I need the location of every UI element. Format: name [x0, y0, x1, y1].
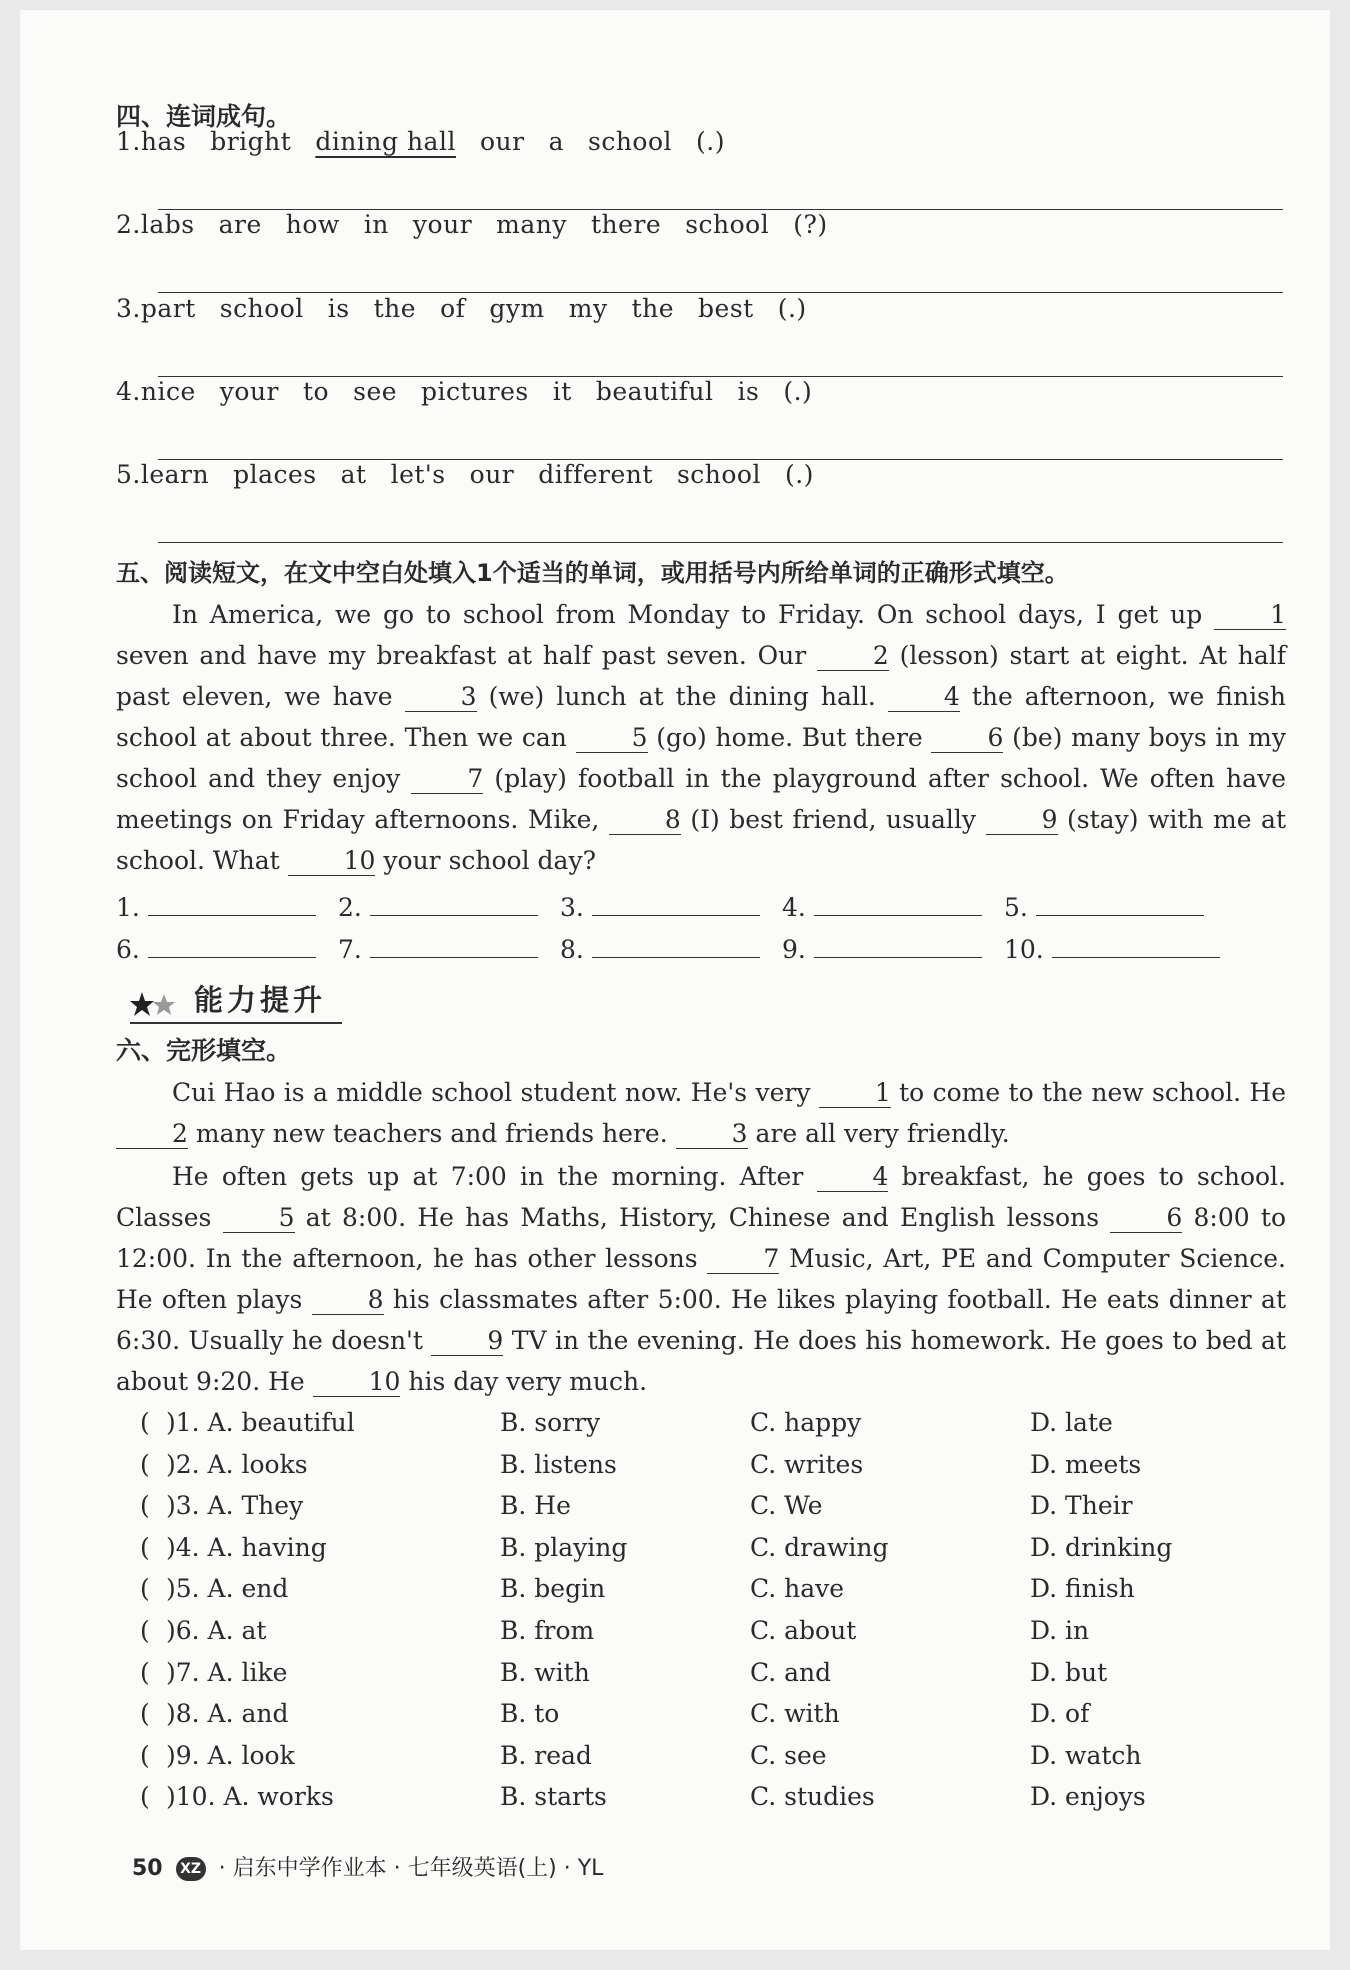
- cloze-blank[interactable]: 6: [1110, 1204, 1182, 1233]
- option-row: [116, 1568, 1286, 1609]
- cloze-blank[interactable]: 3: [676, 1120, 748, 1149]
- answer-slot[interactable]: 8.: [560, 929, 760, 970]
- answer-bracket[interactable]: (: [140, 1740, 150, 1770]
- scrambled-word: (.): [784, 460, 814, 489]
- option-choice: )3. A. They: [166, 1491, 304, 1521]
- scrambled-word: school: [685, 210, 770, 239]
- scrambled-word: at: [340, 460, 367, 489]
- passage-text: He often gets up at 7:00 in the morning. After: [172, 1162, 804, 1191]
- option-choice: C. happy: [750, 1408, 862, 1437]
- passage-text: (play) football in the playground after school. We often have meetings on Friday afternoons. Mike,: [116, 764, 1286, 834]
- scrambled-word: learn: [140, 460, 210, 489]
- option-choice: C. We: [750, 1491, 823, 1521]
- option-choice: C. have: [750, 1574, 845, 1604]
- answer-slot[interactable]: 6.: [116, 929, 316, 970]
- answer-slot[interactable]: 5.: [1004, 887, 1204, 928]
- passage-blank[interactable]: 3: [405, 683, 477, 712]
- answer-bracket[interactable]: (: [140, 1532, 150, 1562]
- passage-text: (be) many boys in my school and they enjoy: [116, 723, 1286, 793]
- option-row: [116, 1444, 1286, 1485]
- scrambled-word: of: [440, 294, 466, 323]
- option-choice: B. starts: [500, 1782, 607, 1812]
- cloze-blank[interactable]: 4: [817, 1163, 889, 1192]
- scrambled-word: (.): [696, 127, 725, 156]
- answer-bracket[interactable]: (: [140, 1782, 150, 1812]
- option-row: [116, 1485, 1286, 1526]
- scrambled-word: many: [496, 210, 567, 239]
- option-choice: D. drinking: [1030, 1532, 1173, 1562]
- option-choice: D. in: [1030, 1616, 1090, 1645]
- answer-bracket[interactable]: (: [140, 1408, 150, 1437]
- cloze-blank[interactable]: 7: [707, 1245, 779, 1274]
- workbook-page: [20, 10, 1330, 1950]
- option-choice: C. see: [750, 1740, 827, 1770]
- answer-slot[interactable]: 7.: [338, 929, 538, 970]
- passage-text: breakfast, he goes to school. Classes: [116, 1162, 1287, 1232]
- scrambled-word: has: [140, 127, 187, 156]
- option-choice: B. begin: [500, 1574, 606, 1604]
- option-choice: B. listens: [500, 1449, 617, 1479]
- scrambled-word: are: [218, 210, 262, 239]
- answer-bracket[interactable]: (: [140, 1449, 150, 1479]
- passage-blank[interactable]: 9: [986, 806, 1058, 835]
- option-choice: C. and: [750, 1657, 832, 1687]
- scrambled-word: to: [303, 377, 330, 406]
- passage-blank[interactable]: 2: [817, 642, 889, 671]
- sentence-item: [116, 371, 836, 412]
- answer-slot[interactable]: 2.: [338, 887, 538, 928]
- option-choice: D. finish: [1030, 1574, 1135, 1604]
- scrambled-word: is: [327, 294, 350, 323]
- option-choice: D. meets: [1030, 1449, 1142, 1479]
- passage-text: many new teachers and friends here.: [195, 1119, 668, 1148]
- option-row: [116, 1735, 1286, 1776]
- passage-text: at 8:00. He has Maths, History, Chinese and English lessons: [305, 1203, 1100, 1232]
- option-choice: D. enjoys: [1030, 1782, 1146, 1812]
- option-row: [116, 1693, 1286, 1734]
- passage-blank[interactable]: 10: [288, 847, 376, 876]
- answer-slot[interactable]: 9.: [782, 929, 982, 970]
- option-choice: C. writes: [750, 1449, 864, 1479]
- option-choice: B. read: [500, 1740, 592, 1770]
- passage-blank[interactable]: 5: [576, 724, 648, 753]
- passage-text: his day very much.: [408, 1367, 648, 1396]
- answer-slot[interactable]: 1.: [116, 887, 316, 928]
- option-choice: C. drawing: [750, 1532, 889, 1562]
- passage-text: 8:00 to 12:00. In the afternoon, he has other lessons: [116, 1203, 1287, 1273]
- option-choice: )2. A. looks: [166, 1449, 308, 1479]
- cloze-blank[interactable]: 9: [431, 1327, 503, 1356]
- section5-heading: 五、阅读短文，在文中空白处填入1个适当的单词，或用括号内所给单词的正确形式填空。: [116, 559, 1069, 587]
- cloze-blank[interactable]: 5: [223, 1204, 295, 1233]
- scrambled-word: the: [631, 294, 675, 323]
- cloze-paragraph-2: [116, 1156, 1286, 1402]
- scrambled-word: your: [412, 210, 473, 239]
- passage-text: (lesson) start at eight. At half past eleven, we have: [116, 641, 1286, 711]
- section6-heading: 六、完形填空。: [116, 1036, 292, 1065]
- option-choice: B. to: [500, 1699, 560, 1729]
- passage-blank[interactable]: 7: [411, 765, 483, 794]
- scrambled-word: pictures: [421, 377, 529, 406]
- sentence-item: [116, 454, 838, 495]
- option-choice: D. watch: [1030, 1740, 1142, 1770]
- option-row: [116, 1776, 1286, 1817]
- scrambled-word: part: [140, 294, 196, 323]
- scrambled-word: is: [737, 377, 760, 406]
- passage-text: Cui Hao is a middle school student now. He's very: [172, 1078, 811, 1107]
- answer-bracket[interactable]: (: [140, 1699, 150, 1729]
- option-choice: B. sorry: [500, 1408, 601, 1437]
- option-choice: D. Their: [1030, 1491, 1133, 1521]
- stars-icon: [130, 986, 190, 1026]
- answer-slot[interactable]: 4.: [782, 887, 982, 928]
- scrambled-word: there: [591, 210, 662, 239]
- scrambled-word: it: [552, 377, 572, 406]
- cloze-blank[interactable]: 1: [819, 1079, 891, 1108]
- passage-blank[interactable]: 8: [609, 806, 681, 835]
- scrambled-word: see: [353, 377, 398, 406]
- scrambled-word: (.): [783, 377, 813, 406]
- item-number: 5.: [116, 460, 141, 489]
- option-choice: B. with: [500, 1657, 590, 1687]
- passage-text: to come to the new school. He: [899, 1078, 1287, 1107]
- answer-bracket[interactable]: (: [140, 1574, 150, 1604]
- option-choice: )1. A. beautiful: [166, 1408, 355, 1437]
- option-choice: )4. A. having: [166, 1532, 327, 1562]
- scrambled-word: a: [548, 127, 564, 156]
- scrambled-word: bright: [210, 127, 292, 156]
- item-number: 2.: [116, 210, 141, 239]
- scrambled-word: labs: [140, 210, 195, 239]
- cloze-blank[interactable]: 8: [312, 1286, 384, 1315]
- passage-text: (we) lunch at the dining hall.: [488, 682, 876, 711]
- section5-answer-grid: [116, 887, 1286, 971]
- passage-text: TV in the evening. He does his homework. He goes to bed at about 9:20. He: [116, 1326, 1286, 1396]
- scrambled-word: (.): [777, 294, 807, 323]
- answer-bracket[interactable]: (: [140, 1657, 150, 1687]
- cloze-blank[interactable]: 2: [116, 1120, 188, 1149]
- section4-heading: 四、连词成句。: [116, 102, 292, 131]
- item-number: 1.: [116, 127, 141, 156]
- option-choice: B. from: [500, 1616, 595, 1645]
- option-choice: C. about: [750, 1616, 857, 1645]
- option-choice: C. with: [750, 1699, 840, 1729]
- answer-slot[interactable]: 3.: [560, 887, 760, 928]
- footer-text: · 启东中学作业本 · 七年级英语(上) · YL: [218, 1856, 604, 1881]
- page-footer: [132, 1848, 603, 1889]
- option-row: [116, 1610, 1286, 1651]
- passage-text: (go) home. But there: [656, 723, 923, 752]
- passage-text: In America, we go to school from Monday to Friday. On school days, I get up: [172, 600, 1203, 629]
- scrambled-word: (?): [793, 210, 828, 239]
- scrambled-word: our: [469, 460, 515, 489]
- passage-text: your school day?: [383, 846, 596, 875]
- sentence-item: [116, 288, 831, 329]
- option-choice: )7. A. like: [166, 1657, 288, 1687]
- passage-text: the afternoon, we finish school at about three. Then we can: [116, 682, 1286, 752]
- passage-text: (stay) with me at school. What: [116, 805, 1287, 875]
- scrambled-word: best: [698, 294, 754, 323]
- section5-passage: [116, 594, 1286, 881]
- scrambled-word: how: [285, 210, 340, 239]
- scrambled-word: your: [219, 377, 279, 406]
- scrambled-word: gym: [489, 294, 545, 323]
- scrambled-word: different: [538, 460, 653, 489]
- answer-slot[interactable]: 10.: [1004, 929, 1220, 970]
- passage-text: his classmates after 5:00. He likes playing football. He eats dinner at 6:30. Usually he doesn't: [116, 1285, 1287, 1355]
- scrambled-word: my: [568, 294, 608, 323]
- option-row: [116, 1527, 1286, 1568]
- sentence-item: [116, 121, 749, 162]
- scrambled-word: dining hall: [315, 127, 456, 156]
- banner-title: 能力提升: [194, 983, 327, 1017]
- option-choice: )9. A. look: [166, 1740, 295, 1770]
- option-choice: )6. A. at: [166, 1616, 267, 1645]
- passage-blank[interactable]: 6: [931, 724, 1003, 753]
- passage-blank[interactable]: 4: [888, 683, 960, 712]
- passage-text: seven and have my breakfast at half past seven. Our: [116, 641, 807, 670]
- scrambled-word: places: [233, 460, 317, 489]
- scrambled-word: let's: [390, 460, 446, 489]
- passage-blank[interactable]: 1: [1214, 601, 1286, 630]
- cloze-paragraph-1: [116, 1072, 1286, 1154]
- publisher-logo: XZ: [176, 1857, 206, 1881]
- option-choice: )8. A. and: [166, 1699, 289, 1729]
- option-choice: C. studies: [750, 1782, 875, 1812]
- scrambled-word: our: [479, 127, 525, 156]
- cloze-blank[interactable]: 10: [313, 1368, 401, 1397]
- scrambled-word: beautiful: [595, 377, 714, 406]
- item-number: 4.: [116, 377, 141, 406]
- scrambled-word: nice: [140, 377, 196, 406]
- sentence-item: [116, 204, 852, 245]
- page-number: 50: [132, 1856, 163, 1881]
- option-choice: D. late: [1030, 1408, 1113, 1437]
- passage-text: are all very friendly.: [755, 1119, 1010, 1148]
- option-choice: )10. A. works: [166, 1782, 334, 1812]
- passage-text: (I) best friend, usually: [690, 805, 977, 834]
- ability-banner: [130, 978, 342, 1026]
- scrambled-word: school: [587, 127, 673, 156]
- scrambled-word: the: [373, 294, 417, 323]
- option-choice: D. but: [1030, 1657, 1108, 1687]
- option-choice: D. of: [1030, 1699, 1090, 1729]
- option-choice: B. playing: [500, 1532, 628, 1562]
- answer-bracket[interactable]: (: [140, 1491, 150, 1521]
- item-number: 3.: [116, 294, 141, 323]
- option-choice: )5. A. end: [166, 1574, 289, 1604]
- scrambled-word: school: [219, 294, 304, 323]
- answer-bracket[interactable]: (: [140, 1616, 150, 1645]
- option-row: [116, 1402, 1286, 1443]
- passage-text: Music, Art, PE and Computer Science. He often plays: [116, 1244, 1286, 1314]
- scrambled-word: school: [676, 460, 761, 489]
- answer-line[interactable]: [158, 542, 1283, 543]
- scrambled-word: in: [363, 210, 389, 239]
- option-row: [116, 1652, 1286, 1693]
- option-choice: B. He: [500, 1491, 571, 1521]
